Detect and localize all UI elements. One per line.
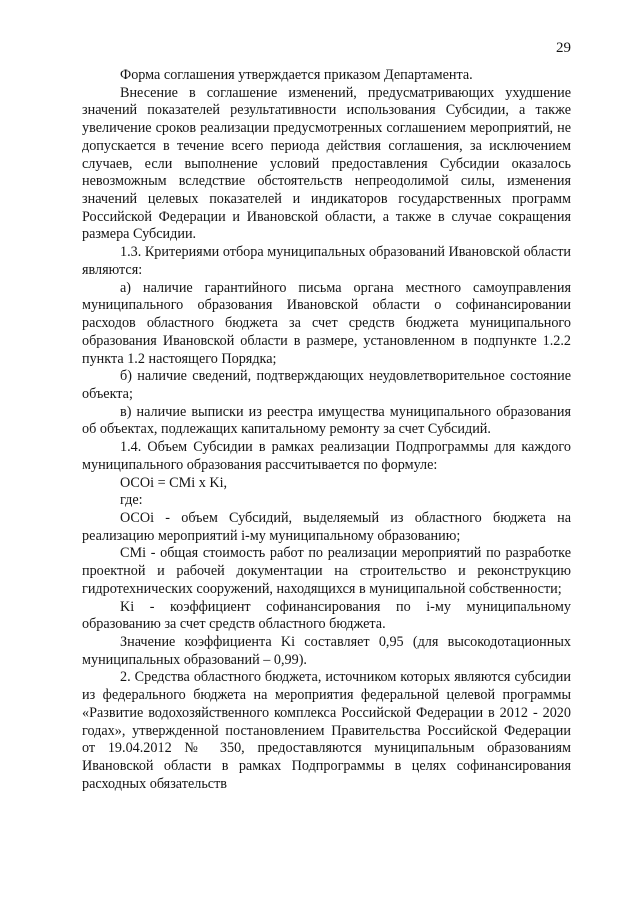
paragraph-formula: ОСОi = СМi x Ki, xyxy=(120,474,228,491)
paragraph-ki-value: Значение коэффициента Ki составляет 0,95 (для высокодотационных муниципальных образований – 0,99). xyxy=(82,634,571,668)
paragraph-federal-funds: 2. Средства областного бюджета, источником которых являются субсидии из федерального бюджета на мероприятия федеральной целевой программы «Развитие водохозяйственного комплекса Российской Федерации в 2012 - 2020 годах», утвержденной постановлением Правительства Российской Федерации от 19.04.2012 № 350, предоставляются муниципальным образованиям Ивановской области в рамках Подпрограммы в целях софинансирования расходных обязательств xyxy=(82,669,571,792)
paragraph-oso-definition: ОСОi - объем Субсидий, выделяемый из областного бюджета на реализацию мероприятий i-му муниципальному образованию; xyxy=(82,509,571,544)
paragraph-selection-criteria: 1.3. Критериями отбора муниципальных образований Ивановской области являются: xyxy=(82,244,571,278)
paragraph-agreement-form: Форма соглашения утверждается приказом Департамента. xyxy=(120,67,473,83)
paragraph-cm-definition: СМi - общая стоимость работ по реализации мероприятий по разработке проектной и рабочей документации на строительство и реконструкцию гидротехнических сооружений, находящихся в муниципальной собственности; xyxy=(82,545,571,597)
document-body xyxy=(82,67,571,793)
paragraph-ki-definition: Ki - коэффициент софинансирования по i-му муниципальному образованию за счет средств областного бюджета. xyxy=(82,598,571,633)
paragraph-agreement-changes: Внесение в соглашение изменений, предусматривающих ухудшение значений показателей результативности использования Субсидии, а также увеличение сроков реализации предусмотренных соглашением мероприятий, не допускается в течение всего периода действия соглашения, за исключением случаев, если выполнение условий предоставления Субсидии оказалось невозможным вследствие обстоятельств непреодолимой силы, изменения значений целевых показателей и индикаторов государственных программ Российской Федерации и Ивановской области, а также в случае сокращения размера Субсидии. xyxy=(82,84,571,243)
paragraph-criterion-c: в) наличие выписки из реестра имущества муниципального образования об объектах, подлежащих капитальному ремонту за счет Субсидий. xyxy=(82,403,571,438)
page-number: 29 xyxy=(556,40,571,56)
paragraph-subsidy-volume: 1.4. Объем Субсидии в рамках реализации Подпрограммы для каждого муниципального образования рассчитывается по формуле: xyxy=(82,439,571,473)
paragraph-criterion-b: б) наличие сведений, подтверждающих неудовлетворительное состояние объекта; xyxy=(82,368,571,402)
paragraph-criterion-a: а) наличие гарантийного письма органа местного самоуправления муниципального образования Ивановской области о софинансировании расходов областного бюджета за счет средств бюджета муниципального образования Ивановской области в размере, установленном в подпункте 1.2.2 пункта 1.2 настоящего Порядка; xyxy=(82,279,571,367)
paragraph-where: где: xyxy=(120,492,143,509)
